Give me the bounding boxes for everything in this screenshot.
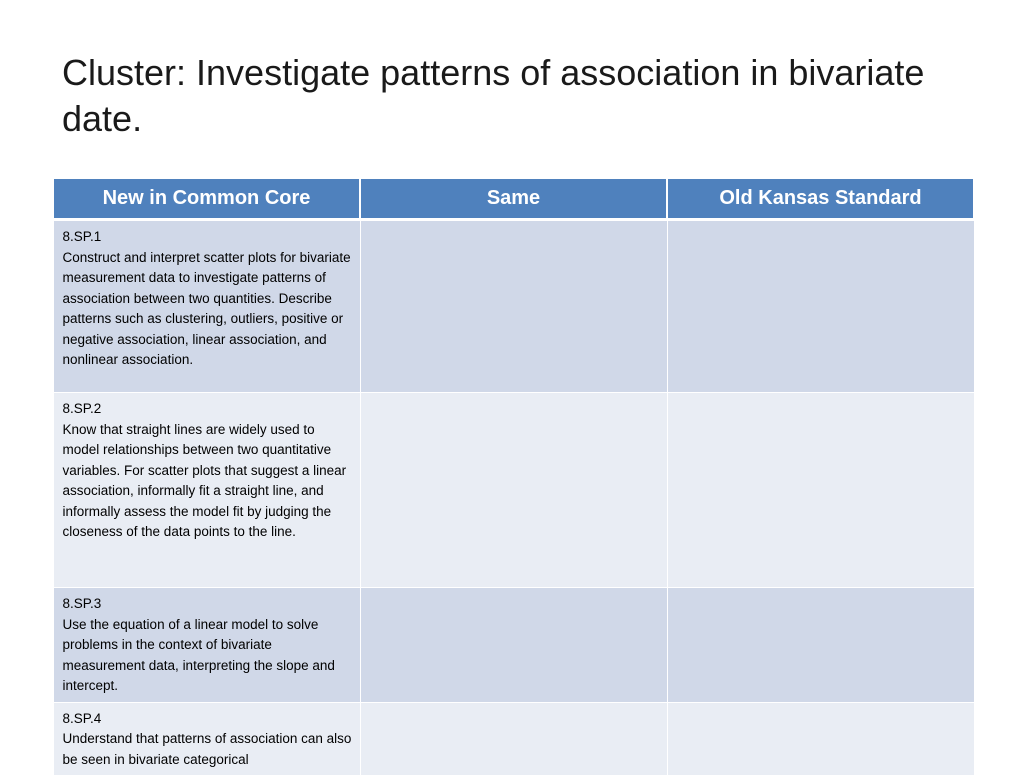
- table-row: [53, 702, 974, 776]
- cell-old-kansas-standard: [667, 588, 974, 703]
- cell-new-in-common-core: [53, 220, 360, 393]
- slide-title: Cluster: Investigate patterns of association in bivariate date.: [62, 52, 925, 139]
- standard-description: Construct and interpret scatter plots for bivariate measurement data to investigate patterns of association between two quantities. Describe patterns such as clustering, outliers, positive or negative association, linear association, and nonlinear association.: [62, 249, 351, 367]
- header-old-kansas-standard: Old Kansas Standard: [667, 179, 974, 220]
- cell-same: [360, 220, 667, 393]
- standard-description: Know that straight lines are widely used to model relationships between two quantitative variables. For scatter plots that suggest a linear association, informally fit a straight line, and informally assess the model fit by judging the closeness of the data points to the line.: [62, 421, 347, 539]
- cell-new-in-common-core: [53, 702, 360, 776]
- cell-same: [360, 588, 667, 703]
- cell-new-in-common-core: [53, 393, 360, 588]
- cell-old-kansas-standard: [667, 393, 974, 588]
- cell-new-in-common-core: [53, 588, 360, 703]
- standard-code: 8.SP.1: [62, 229, 102, 244]
- cell-old-kansas-standard: [667, 702, 974, 776]
- table-row: [53, 393, 974, 588]
- table-row: [53, 220, 974, 393]
- table-header-row: [53, 179, 974, 220]
- header-same: Same: [360, 179, 667, 220]
- standard-description: Understand that patterns of association can also be seen in bivariate categorical: [62, 731, 352, 767]
- standard-description: Use the equation of a linear model to solve problems in the context of bivariate measurement data, interpreting the slope and intercept.: [62, 616, 335, 693]
- table-row: [53, 588, 974, 703]
- standard-code: 8.SP.4: [62, 710, 102, 726]
- cell-same: [360, 393, 667, 588]
- standard-code: 8.SP.3: [62, 596, 102, 611]
- cell-old-kansas-standard: [667, 220, 974, 393]
- header-new-in-common-core: New in Common Core: [53, 179, 360, 220]
- standards-table: [52, 179, 975, 776]
- cell-same: [360, 702, 667, 776]
- standard-code: 8.SP.2: [62, 401, 102, 416]
